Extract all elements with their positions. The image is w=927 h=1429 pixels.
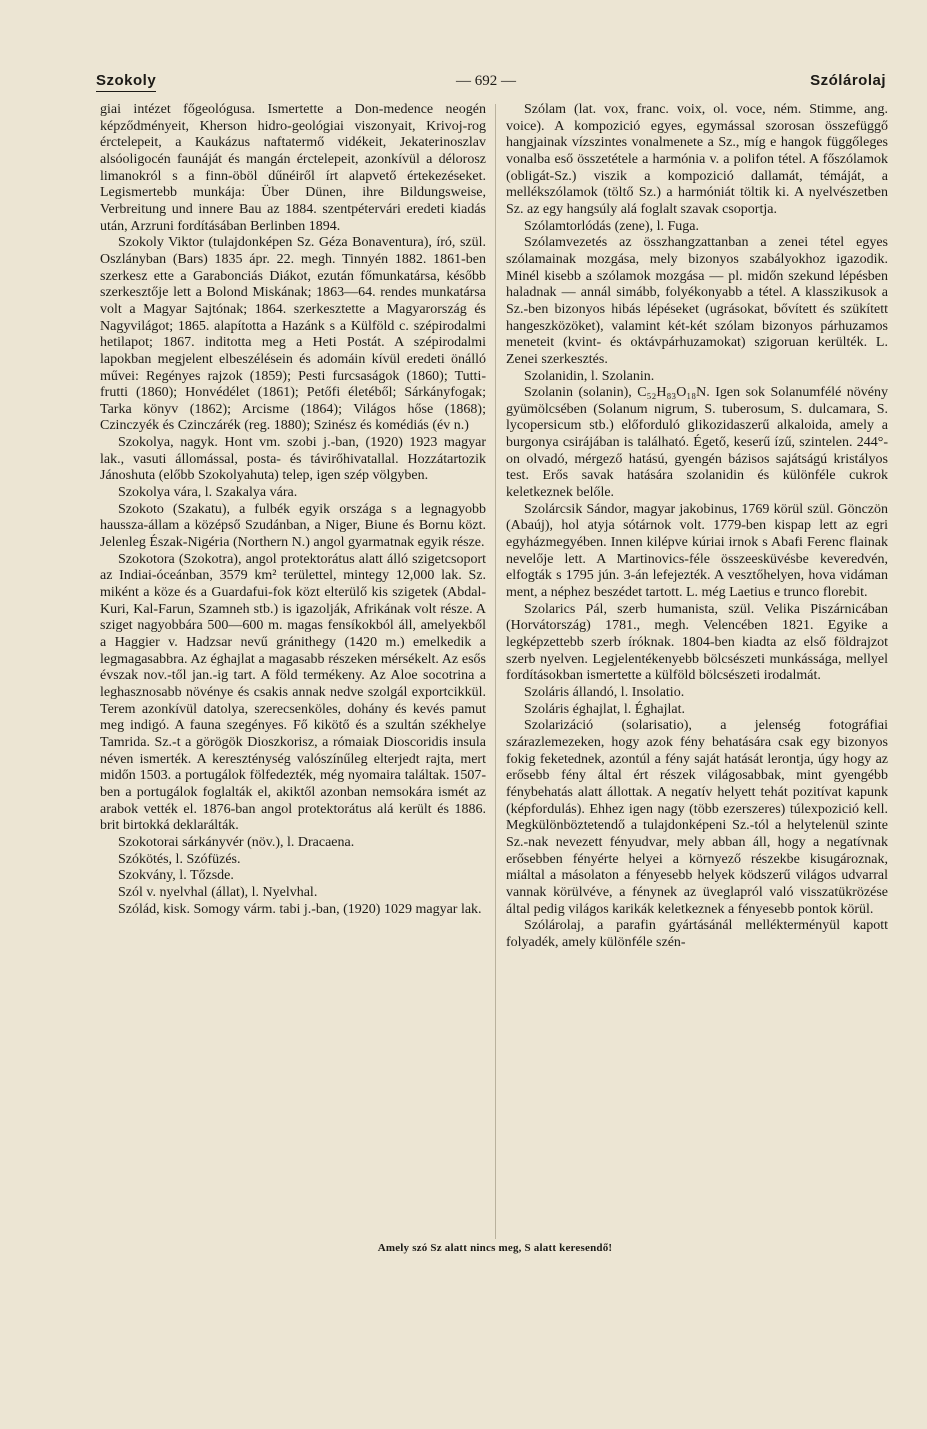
dictionary-entry: Szólárolaj, a parafin gyártásánál mellékterményül kapott folyadék, amely különféle szén-: [506, 918, 888, 950]
dictionary-entry: Szólamvezetés az összhangzattanban a zenei tétel egyes szólamainak mozgása, mely bizonyos szabályokhoz igazodik. Minél kisebb a szólamok mozgása — pl. midőn szekund lépésben haladnak — annál simább, folyékonyabb a tétel. A klasszikusok a Sz.-ben bizonyos hibás lépéseket (ugrásokat, bővített és szükített hangeszközöket), valamint két-két szólam bizonyos párhuzamos meneteit (kvint- és oktávpárhuzamokat) szigoruan kerülték. L. Zenei szerkesztés.: [506, 235, 888, 367]
header-last-entry: Szólárolaj: [810, 72, 886, 89]
dictionary-entry: Szokvány, l. Tőzsde.: [118, 868, 234, 884]
dictionary-entry: Szól v. nyelvhal (állat), l. Nyelvhal.: [118, 884, 318, 900]
dictionary-entry: Szókötés, l. Szófüzés.: [118, 851, 241, 867]
right-column: [506, 102, 888, 951]
dictionary-entry: Szolanin (solanin), C₅₂H₈₃O₁₈N. Igen sok Solanumfélé növény gyümölcsében (Solanum nigrum, S. tuberosum, S. dulcamara, S. lycopersicum stb.) előforduló glikozidaszerű alkaloida, amely a burgonya csirájában is található. Égető, keserű ízű, szintelen. 244°-on olvadó, mérgező hatású, gyengén bázisos sajátságú kristályos test. Erős savak hatására szolanidin és különféle cukrok keletkeznek belőle.: [506, 385, 888, 501]
dictionary-entry: Szólam (lat. vox, franc. voix, ol. voce, ném. Stimme, ang. voice). A kompozició egyes, egymással szorosan összefüggő hangjainak vízszintes vonalmenete a Sz., míg e hangok függőleges vonalba eső összetétele a harmónia v. a polifon tétel. A főszólamok (obligát-Sz.) viszik a kompozició dallamát, témáját, a mellékszólamok (töltő Sz.) a harmóniát töltik ki. A nyelvészetben Sz. az egy hangsúly alá foglalt szavak csoportja.: [506, 102, 888, 217]
dictionary-entry: Szólád, kisk. Somogy várm. tabi j.-ban, (1920) 1029 magyar lak.: [118, 901, 482, 917]
page-number: — 692 —: [456, 73, 516, 89]
dictionary-entry: Szokolya vára, l. Szakalya vára.: [118, 485, 298, 501]
dictionary-entry: Szolarics Pál, szerb humanista, szül. Velika Piszárnicában (Horvátország) 1781., megh. Velencében 1821. Egyike a legképzettebb szerb íróknak. 1804-ben kiadta az első földrajzot szerb nyelven. Legjelentékenyebb bölcsészeti munkássága, mellyel fordításokban ismertette a külföld bölcsészeti irodalmát.: [506, 601, 888, 684]
dictionary-entry: Szolárcsik Sándor, magyar jakobinus, 1769 körül szül. Gönczön (Abaúj), hol atyja sótárnok volt. 1779-ben kispap lett az egri egyházmegyében. Innen kilépve kúriai irnok s Abafi Ferenc flainak nevelője lett. A Martinovics-féle összeesküvésbe keveredvén, elfogták s 1795 jún. 3-án lefejezték. A vesztőhelyen, hova vidáman ment, a néphez beszédet tartott. L. még Laetius e trunco florebit.: [506, 501, 888, 601]
page-footer-note: Amely szó Sz alatt nincs meg, S alatt keresendő!: [377, 1242, 613, 1254]
dictionary-entry: Szokoto (Szakatu), a fulbék egyik országa s a legnagyobb haussza-állam a középső Szudánban, a Niger, Biune és Bornu közt. Jelenleg Észak-Nigéria (Northern N.) angol gyarmatnak egyik része.: [100, 501, 486, 551]
dictionary-entry: Szokolya, nagyk. Hont vm. szobi j.-ban, (1920) 1923 magyar lak., vasuti állomással, posta- és távirőhivatallal. Hozzátartozik Jánoshuta (előbb Szokolyahuta) telep, igen szép völgyben.: [100, 435, 486, 484]
column-divider: [495, 104, 496, 1239]
header-first-entry: Szokoly: [96, 66, 156, 96]
dictionary-entry: Szólamtorlódás (zene), l. Fuga.: [524, 218, 699, 234]
entry-continuation: giai intézet főgeológusa. Ismertette a Don-medence neogén képződményeit, Kherson hidro-geológiai viszonyait, Krivoj-rog érctelepeit, a Kaukázus naftatermő vidékeit, Jekaterinoszlav alsóoligocén faunáját és mangán érctelepeit, azonkívül a délorosz limanokról s a finn-öböl dűnéiről írt alapvető értekezéseket. Legismertebb munkája: Über Dünen, ihre Bildungsweise, Verbreitung und innere Bau az 1884. szentpétervári eredeti kiadás után, Arzruni fordításában Berlinben 1894.: [100, 102, 486, 234]
dictionary-entry: Szolarizáció (solarisatio), a jelenség fotográfiai szárazlemezeken, hogy azok fény behatására csak egy bizonyos fokig feketednek, azontúl a fény saját hatását lerontja, úgy hogy az erősebb fény által ért részek világosabbak, mint gyengébb fénybehatás alatt állottak. A negatív helyett tehát pozitívat kapunk (képfordulás). Ehhez igen nagy (több ezerszeres) túlexpozició kell. Megkülönböztetendő a tulajdonképeni Sz.-tól a helytelenül szinte Sz.-nak nevezett fényudvar, mely abban áll, hogy a negatívnak erősebben fényérte helyei a környező részekbe kisugároznak, miáltal a másolaton a fényesebb helyek ködszerű világos udvarral vannak körülvéve, a fénynek az üveglapról való visszatükrözése által pedig világos karikák keletkeznek a fényesebb pontok körül.: [506, 718, 888, 917]
dictionary-entry: Szokotorai sárkányvér (növ.), l. Dracaena.: [118, 834, 355, 850]
dictionary-entry: Szolanidin, l. Szolanin.: [524, 368, 655, 384]
left-column: [100, 102, 486, 918]
dictionary-entry: Szoláris éghajlat, l. Éghajlat.: [524, 701, 685, 717]
dictionary-entry: Szokotora (Szokotra), angol protektorátus alatt álló szigetcsoport az Indiai-óceánban, 3579 km² területtel, mintegy 12,000 lak. Sz. miként a köze és a Guardafui-fok közt elterülő kis szigetek (Abdal-Kuri, Kal-Farun, Szamneh stb.) is igazolják, Afrikának volt része. A sziget nagyobbára 500—600 m. magas fensíkokból áll, amelyekből a Haggier v. Hadzsar nevű gránithegy (1420 m.) emelkedik a legmagasabbra. Az éghajlat a magasabb részeken mérsékelt. Az esős évszak nov.-től jan.-ig tart. A föld termékeny. Az Aloe socotrina a leghasznosabb növénye és csakis annak nedve szolgál exportcikkül. Terem azonkívül datolya, szerecsenköles, dohány és kevés pamut meg indigó. A fauna szegényes. Fő kikötő és a szultán székhelye Tamrida. Sz.-t a görögök Dioszkorisz, a rómaiak Dioscoridis insula néven ismerték. A kereszténység valószínűleg elterjedt rajta, mert midőn 1503. a portugálok fölfedezték, még nyomaira találtak. 1507-ben a portugálok foglalták el, akiktől azonban nemsokára ismét az arabok vették el. 1876-ban angol protektorátus alá került és 1886. brit birtokká deklarálták.: [100, 551, 486, 834]
page-header: [96, 66, 886, 96]
dictionary-entry: Szokoly Viktor (tulajdonképen Sz. Géza Bonaventura), író, szül. Oszlányban (Bars) 1835 ápr. 22. megh. Tinnyén 1882. 1861-ben szerkesz ette a Garabonciás Diákot, ezután főmunkatársa, később szerkesztője lett a Bolond Miskának; 1863—64. rendes munkatársa volt a Magyar Sajtónak; 1864. szerkesztette a Magyarország és Nagyvilágot; 1865. alapította a Hazánk s a Külföld c. szépirodalmi hetilapot; 1867. inditotta meg a Heti Postát. A szépirodalmi lapokban megjelent elbeszélésein és adomáin kívül eredeti önálló művei: Regényes rajzok (1859); Pesti furcsaságok (1860); Tutti-frutti (1860); Honvédélet (1861); Petőfi életéből; Sárkányfogak; Tarka könyv (1862); Arcisme (1864); Világos hőse (1868); Czinczyék és Czinczárék (reg. 1880); Szinész és komédiás (év n.): [100, 235, 486, 434]
dictionary-entry: Szoláris állandó, l. Insolatio.: [524, 684, 685, 700]
